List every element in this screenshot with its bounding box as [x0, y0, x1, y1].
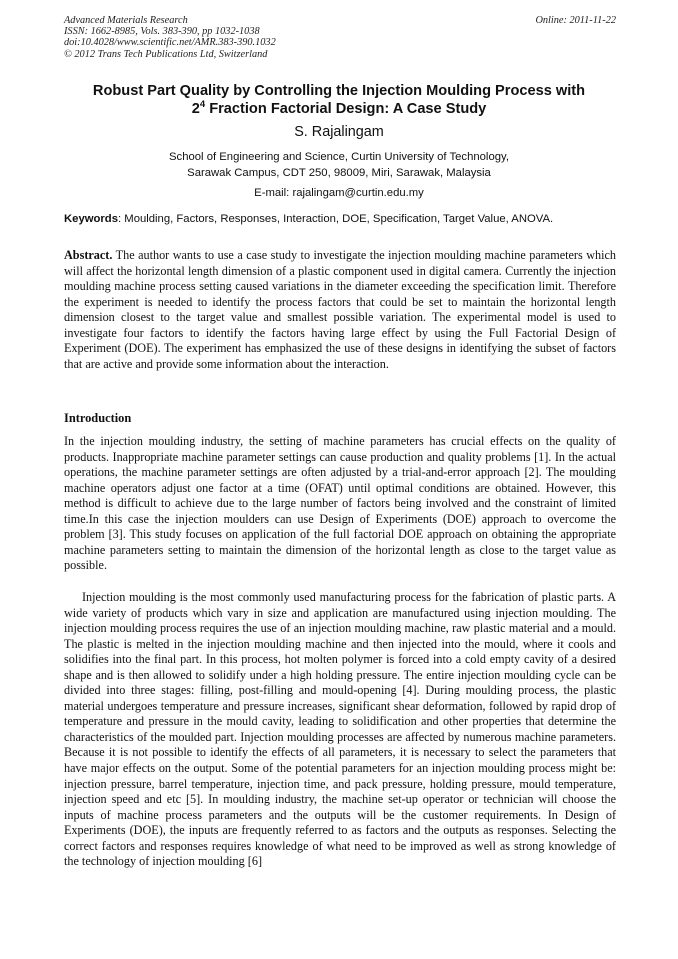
intro-paragraph-2: Injection moulding is the most commonly used manufacturing process for the fabrication of plastic parts. A wide variety of products which vary in size and application are manufactured using injection moulding. The injection moulding process requires the use of an injection moulding machine, raw plastic material and a mould. The plastic is melted in the injection moulding machine and then injected into the mould, where it cools and solidifies into the final part. In this process, hot molten polymer is forced into a cold empty cavity of a desired shape and is then allowed to solidify under a high holding pressure. The entire injection moulding cycle can be divided into three stages: filling, post-filling and mould-opening [4]. During moulding process, the plastic material undergoes temperature and pressure increases, significant shear deformation, followed by rapid drop of temperature and pressure in the mould cavity, leading to solidification and other properties that determine the characteristics of the moulded part. Injection moulding processes are affected by numerous machine parameters. Because it is not possible to identify the effects of all parameters, it is necessary to select the parameters that have major effects on the output. Some of the potential parameters for an injection moulding process might be: injection pressure, barrel temperature, injection time, and pack pressure, holding pressure, mould temperature, injection speed and etc [5]. In moulding industry, the machine set-up operator or technician will choose the inputs of machine process parameters and the outputs will be the customer requirements. In Design of Experiments (DOE), the inputs are frequently referred to as factors and the outputs as responses. Selecting the correct factors and responses requires knowledge of what need to be improved as well as strong knowledge of the technology of injection moulding [6]: [64, 590, 616, 869]
section-heading-introduction: Introduction: [64, 411, 132, 425]
keywords-label: Keywords: [64, 213, 118, 225]
journal-header: [64, 15, 616, 60]
keywords-text: : Moulding, Factors, Responses, Interaction, DOE, Specification, Target Value, ANOVA.: [118, 213, 554, 225]
journal-name: Advanced Materials Research: [64, 15, 188, 26]
title-line-1: Robust Part Quality by Controlling the Injection Moulding Process with: [92, 83, 586, 99]
title-superscript: 4: [199, 99, 206, 111]
title-base: 2: [191, 101, 200, 117]
abstract-label: Abstract.: [64, 248, 113, 262]
copyright-line: © 2012 Trans Tech Publications Ltd, Switzerland: [64, 48, 268, 60]
abstract-text: The author wants to use a case study to investigate the injection moulding machine parameters which will affect the horizontal length dimension of a plastic component used in digital camera. Currently the injection moulding machine process setting caused variations in the diameter exceeding the specification limit. Therefore the experiment is needed to identify the process factors that could be set to maintain the horizontal length dimension closest to the target value and smallest possible variation. The experimental model is used to investigate four factors to identify the factors having large effect by using the Full Factorial Design of Experiment (DOE). The experiment has emphasized the use of these designs in identifying the subset of factors that are active and provide some information about the interaction.: [64, 248, 616, 371]
affiliation-line-2: Sarawak Campus, CDT 250, 98009, Miri, Sarawak, Malaysia: [187, 166, 491, 179]
title-line-2: [40, 100, 638, 118]
author-email: E-mail: rajalingam@curtin.edu.my: [254, 187, 424, 199]
title-rest: Fraction Factorial Design: A Case Study: [205, 101, 487, 117]
intro-paragraph-1: In the injection moulding industry, the setting of machine parameters has crucial effects on the quality of products. Inappropriate machine parameter settings can cause production and quality problems [1]. In the actual operations, the machine parameter settings are often adjusted by a trial-and-error approach [2]. The moulding machine operators adjust one factor at a time (OFAT) until optimal conditions are obtained. However, this method is difficult to achieve due to the large number of factors being involved and the constraint of limited time.In this case the injection moulders can use Design of Experiments (DOE) approach to overcome the problem [3]. This study focuses on application of the full factorial DOE approach on obtaining the appropriate machine parameters setting to maintain the dimension of the horizontal length as close to the target value as possible.: [64, 434, 616, 573]
abstract: [64, 248, 616, 372]
issn-line: ISSN: 1662-8985, Vols. 383-390, pp 1032-1038: [64, 26, 260, 38]
affiliation: [40, 150, 638, 181]
affiliation-line-1: School of Engineering and Science, Curtin University of Technology,: [169, 151, 509, 163]
paper-title: [40, 82, 638, 118]
doi-line: doi:10.4028/www.scientific.net/AMR.383-390.1032: [64, 37, 276, 49]
author-name: S. Rajalingam: [294, 124, 384, 140]
online-date: Online: 2011-11-22: [535, 15, 616, 26]
keywords: [64, 213, 616, 225]
